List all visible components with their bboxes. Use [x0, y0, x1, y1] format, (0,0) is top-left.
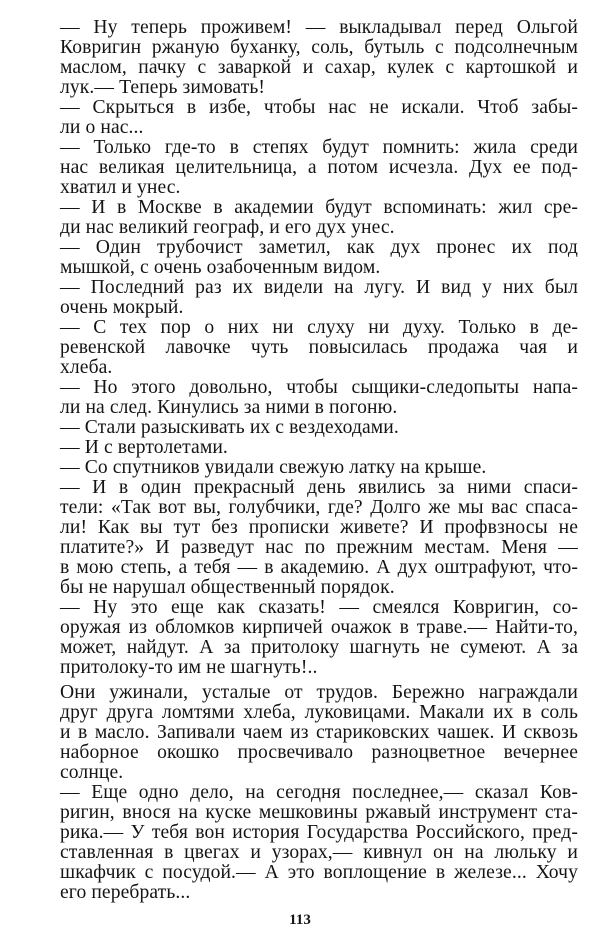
text-line: ревенской лавочке чуть повысилась продажа чая и	[60, 337, 578, 358]
text-line: платите?» И разведут нас по прежним местам. Меня —	[60, 537, 578, 558]
text-line: шкафчик с посудой.— А это воплощение в железе... Хочу	[60, 862, 578, 883]
text-line: ли на след. Кинулись за ними в погоню.	[60, 397, 398, 418]
text-line: рика.— У тебя вон история Государства Российского, пред-	[60, 822, 578, 843]
text-line: тели: «Так вот вы, голубчики, где? Долго же мы вас спаса-	[60, 497, 578, 518]
text-line: — И в Москве в академии будут вспоминать: жил сре-	[60, 197, 578, 218]
text-line: — И в один прекрасный день явились за ними спаси-	[60, 477, 578, 498]
text-line: в мою степь, а тебя — в академию. А дух оштрафуют, что-	[60, 557, 578, 578]
text-line: солнце.	[60, 762, 124, 783]
text-line: друг друга ломтями хлеба, луковицами. Макали их в соль	[60, 702, 578, 723]
text-line: нас великая целительница, а потом исчезла. Дух ее под-	[60, 157, 578, 178]
text-line: — Но этого довольно, чтобы сыщики-следопыты напа-	[60, 377, 578, 398]
text-line: может, найдут. А за притолоку шагнуть не сумеют. А за	[60, 637, 578, 658]
text-line: Они ужинали, усталые от трудов. Бережно награждали	[60, 682, 578, 703]
text-line: и в масло. Запивали чаем из стариковских чашек. И сквозь	[60, 722, 578, 743]
text-line: его перебрать...	[60, 882, 191, 903]
text-line: — Скрыться в избе, чтобы нас не искали. Чтоб забы-	[60, 97, 578, 118]
text-line: — Со спутников увидали свежую латку на крыше.	[60, 457, 487, 478]
text-line: ди нас великий географ, и его дух унес.	[60, 217, 395, 238]
text-line: очень мокрый.	[60, 297, 184, 318]
text-line: — И с вертолетами.	[60, 437, 228, 458]
text-line: мышкой, с очень озабоченным видом.	[60, 257, 381, 278]
text-line: лук.— Теперь зимовать!	[60, 77, 266, 98]
page-number: 113	[289, 912, 311, 928]
text-line: — С тех пор о них ни слуху ни духу. Только в де-	[60, 317, 578, 338]
text-line: — Стали разыскивать их с вездеходами.	[60, 417, 399, 438]
text-line: хлеба.	[60, 357, 113, 378]
text-line: — Ну теперь проживем! — выкладывал перед Ольгой	[60, 17, 578, 38]
body-text	[60, 18, 578, 903]
text-line: маслом, пачку с заваркой и сахар, кулек с картошкой и	[60, 57, 578, 78]
text-line: ригин, внося на куске мешковины ржавый инструмент ста-	[60, 802, 578, 823]
text-line: — Еще одно дело, на сегодня последнее,— сказал Ков-	[60, 782, 578, 803]
text-line: — Только где-то в степях будут помнить: жила среди	[60, 137, 578, 158]
text-line: ли! Как вы тут без прописки живете? И профвзносы не	[60, 517, 578, 538]
text-line: ставленная в цвегах и узорах,— кивнул он на люльку и	[60, 842, 578, 863]
text-line: — Один трубочист заметил, как дух пронес их под	[60, 237, 578, 258]
text-line: бы не нарушал общественный порядок.	[60, 577, 395, 598]
text-line: ли о нас...	[60, 117, 144, 138]
text-line: Ковригин ржаную буханку, соль, бутыль с подсолнечным	[60, 37, 578, 58]
text-line: наборное окошко просвечивало разноцветное вечернее	[60, 742, 578, 763]
text-line: оружая из обломков кирпичей очажок в траве.— Найти-то,	[60, 617, 578, 638]
text-line: — Последний раз их видели на лугу. И вид у них был	[60, 277, 578, 298]
text-line: хватил и унес.	[60, 177, 181, 198]
text-line: — Ну это еще как сказать! — смеялся Ковригин, со-	[60, 597, 578, 618]
text-line: притолоку-то им не шагнуть!..	[60, 657, 318, 678]
